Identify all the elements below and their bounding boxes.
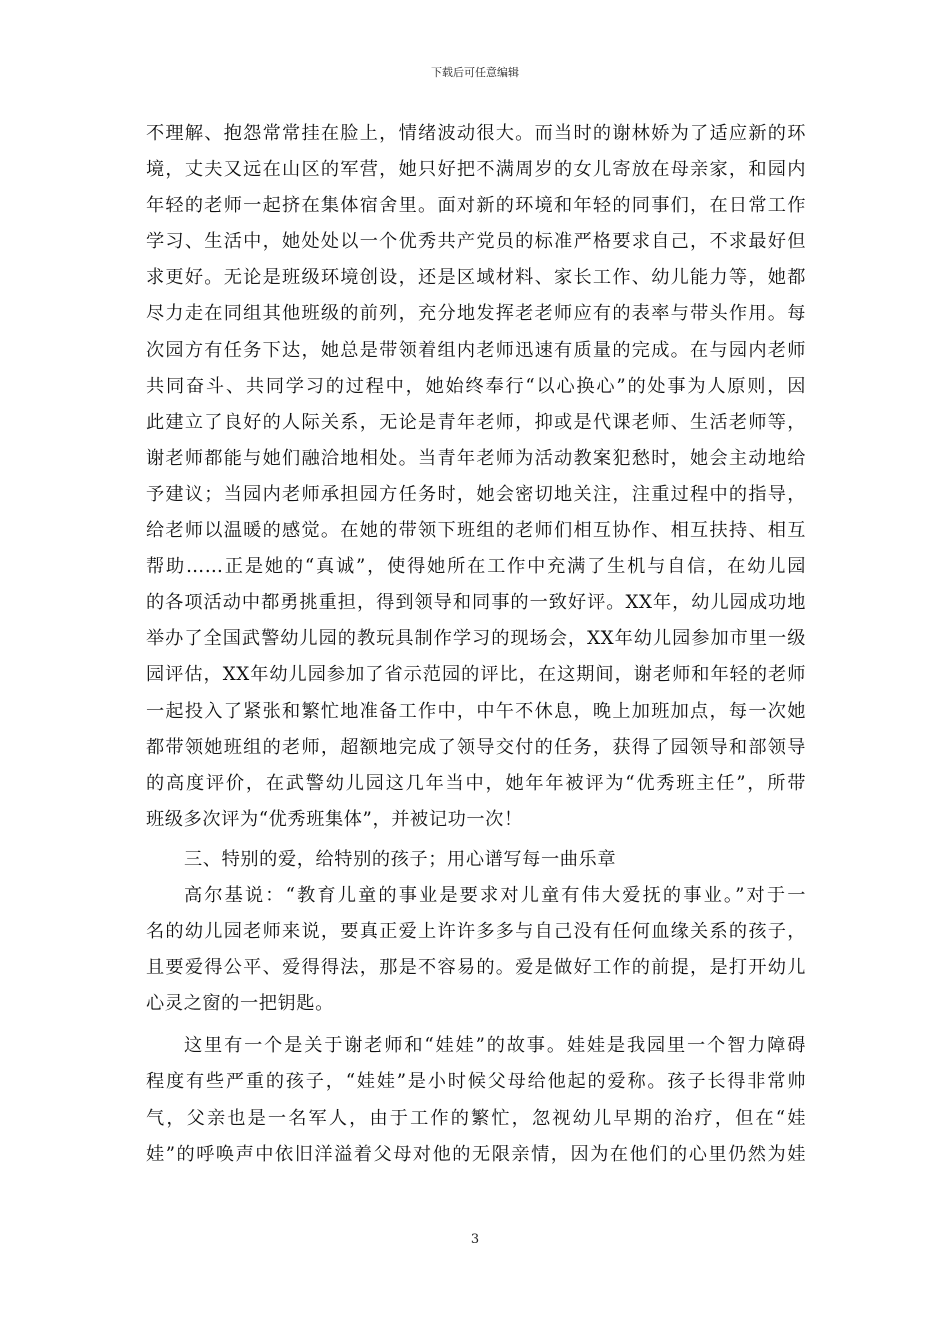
text-line: 气，父亲也是一名军人，由于工作的繁忙，忽视幼儿早期的治疗，但在“娃: [146, 1107, 806, 1129]
text-line: 年轻的老师一起挤在集体宿舍里。面对新的环境和年轻的同事们，在日常工作: [146, 195, 806, 217]
text-line: 高尔基说：“教育儿童的事业是要求对儿童有伟大爱抚的事业。”对于一: [184, 884, 806, 906]
text-line: 帮助……正是她的“真诚”，使得她所在工作中充满了生机与自信，在幼儿园: [146, 556, 806, 578]
text-line: 次园方有任务下达，她总是带领着组内老师迅速有质量的完成。在与园内老师: [146, 339, 806, 361]
document-body: [146, 116, 806, 1173]
text-line: 班级多次评为“优秀班集体”，并被记功一次！: [146, 808, 523, 830]
text-line: 的高度评价，在武警幼儿园这几年当中，她年年被评为“优秀班主任”，所带: [146, 772, 806, 794]
section-heading-text: 三、特别的爱，给特别的孩子；用心谱写每一曲乐章: [184, 848, 617, 870]
text-line: 谢老师都能与她们融洽地相处。当青年老师为活动教案犯愁时，她会主动地给: [146, 447, 806, 469]
text-line: 程度有些严重的孩子，“娃娃”是小时候父母给他起的爱称。孩子长得非常帅: [146, 1071, 806, 1093]
text-line: 心灵之窗的一把钥匙。: [146, 993, 334, 1015]
section-heading: [146, 842, 806, 878]
text-line: 学习、生活中，她处处以一个优秀共产党员的标准严格要求自己，不求最好但: [146, 231, 806, 253]
text-line: 尽力走在同组其他班级的前列，充分地发挥老老师应有的表率与带头作用。每: [146, 303, 806, 325]
paragraph-wawa-story: [146, 1028, 806, 1172]
text-line: 境，丈夫又远在山区的军营，她只好把不满周岁的女儿寄放在母亲家，和园内: [146, 159, 806, 181]
text-line: 都带领她班组的老师，超额地完成了领导交付的任务，获得了园领导和部领导: [146, 736, 806, 758]
paragraph-teacher-story: [146, 116, 806, 838]
text-line: 求更好。无论是班级环境创设，还是区域材料、家长工作、幼儿能力等，她都: [146, 267, 806, 289]
text-line: 娃”的呼唤声中依旧洋溢着父母对他的无限亲情，因为在他们的心里仍然为娃: [146, 1143, 806, 1165]
text-line: 且要爱得公平、爱得得法，那是不容易的。爱是做好工作的前提，是打开幼儿: [146, 957, 806, 979]
paragraph-gorky-quote: [146, 878, 806, 1022]
text-line: 此建立了良好的人际关系，无论是青年老师，抑或是代课老师、生活老师等，: [146, 411, 806, 433]
text-line: 的各项活动中都勇挑重担，得到领导和同事的一致好评。XX年，幼儿园成功地: [146, 592, 806, 614]
text-line: 名的幼儿园老师来说，要真正爱上许许多多与自己没有任何血缘关系的孩子，: [146, 921, 806, 943]
text-line: 这里有一个是关于谢老师和“娃娃”的故事。娃娃是我园里一个智力障碍: [184, 1035, 806, 1057]
text-line: 予建议；当园内老师承担园方任务时，她会密切地关注，注重过程中的指导，: [146, 483, 806, 505]
page-number: 3: [470, 1232, 480, 1247]
text-line: 一起投入了紧张和繁忙地准备工作中，中午不休息，晚上加班加点，每一次她: [146, 700, 806, 722]
text-line: 不理解、抱怨常常挂在脸上，情绪波动很大。而当时的谢林娇为了适应新的环: [146, 123, 806, 144]
text-line: 举办了全国武警幼儿园的教玩具制作学习的现场会，XX年幼儿园参加市里一级: [146, 628, 806, 650]
text-line: 园评估，XX年幼儿园参加了省示范园的评比，在这期间，谢老师和年轻的老师: [146, 664, 806, 686]
text-line: 给老师以温暖的感觉。在她的带领下班组的老师们相互协作、相互扶持、相互: [146, 520, 806, 542]
page-header: 下载后可任意编辑: [431, 66, 519, 79]
text-line: 共同奋斗、共同学习的过程中，她始终奉行“以心换心”的处事为人原则，因: [146, 375, 806, 397]
